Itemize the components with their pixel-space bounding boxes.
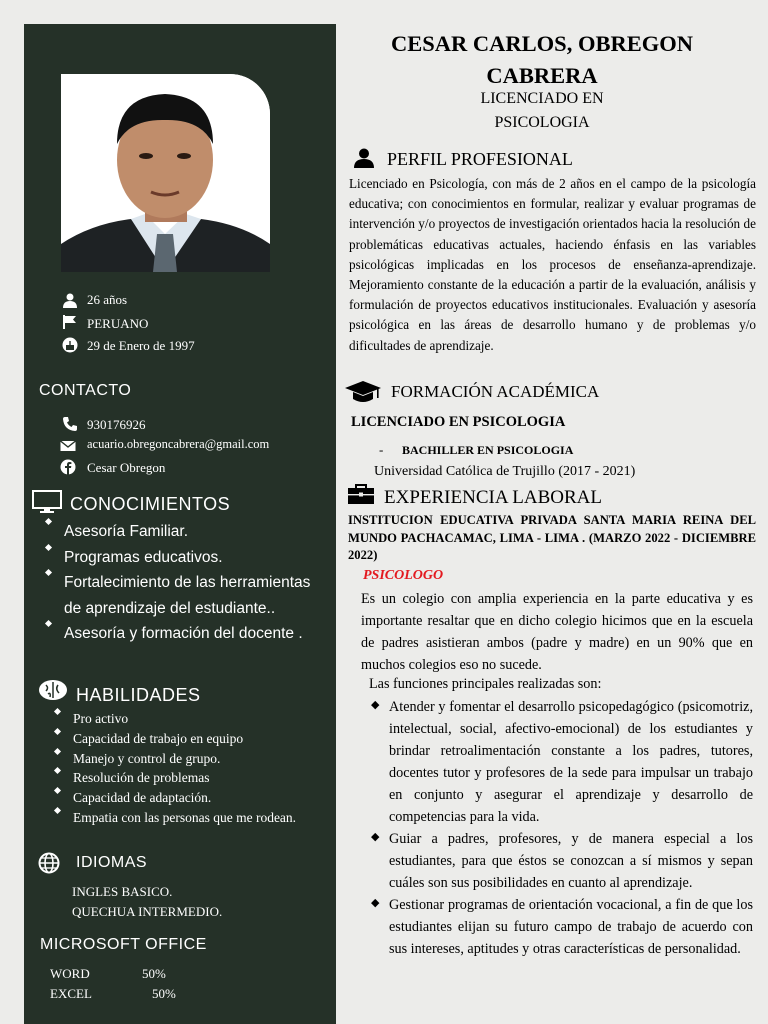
name-line: CESAR CARLOS, OBREGON xyxy=(391,31,693,56)
office-heading: MICROSOFT OFFICE xyxy=(40,936,207,953)
bullet-icon: ◆ xyxy=(371,699,380,711)
functions-list xyxy=(369,696,753,960)
list-item: Empatia con las personas que me rodean. xyxy=(73,808,303,828)
university-text: Universidad Católica de Trujillo (2017 - 2021) xyxy=(374,464,636,479)
functions-intro: Las funciones principales realizadas son: xyxy=(369,676,602,692)
job-title-line: PSICOLOGIA xyxy=(494,114,590,131)
knowledge-heading: CONOCIMIENTOS xyxy=(70,494,231,514)
dash-text: - xyxy=(379,442,384,457)
person-icon xyxy=(62,292,78,308)
description-text: Es un colegio con amplia experiencia en la parte educativa y es importante resaltar que en dicho colegio hicimos que en la escuela de padres asistieran ambos (padre y madre) en un 90% que en muchos colegios eso no sucede. xyxy=(361,591,753,673)
contact-heading: CONTACTO xyxy=(39,382,132,399)
skills-list xyxy=(73,709,303,828)
bullet-icon: ◆ xyxy=(371,897,380,909)
degree-text: LICENCIADO EN PSICOLOGIA xyxy=(351,414,566,430)
list-item: Asesoría Familiar. xyxy=(64,519,326,545)
list-item xyxy=(369,894,753,960)
list-item: QUECHUA INTERMEDIO. xyxy=(72,904,223,919)
bullet-icon: ◆ xyxy=(371,831,380,843)
list-item: Programas educativos. xyxy=(64,545,326,571)
profile-text: Licenciado en Psicología, con más de 2 años en el campo de la psicología educativa; con conocimientos en formular, realizar y evaluar programas de intervención y/o proyectos de investigación orientados hacia la resolución de problemáticas educativas actuales, haciendo énfasis en las variables psicológicas implicadas en los procesos de enseñanza-aprendizaje. Mejoramiento constante de la educación a partir de la evaluación, análisis y formulación de proyectos educativos institucionales. Evaluación y asesoría psicológica en las áreas de desarrollo humano y de problemas y/o dificultades de aprendizaje. xyxy=(349,176,756,353)
sidebar xyxy=(24,24,336,1024)
monitor-icon xyxy=(32,490,62,514)
list-item xyxy=(369,696,753,828)
skills-heading: HABILIDADES xyxy=(76,685,201,705)
email-text[interactable]: acuario.obregoncabrera@gmail.com xyxy=(87,437,270,451)
birthdate-text: 29 de Enero de 1997 xyxy=(87,338,195,353)
graduation-cap-icon xyxy=(345,380,381,404)
word-label: WORD xyxy=(50,966,90,981)
list-item: Manejo y control de grupo. xyxy=(73,749,303,769)
list-item: Capacidad de adaptación. xyxy=(73,788,303,808)
job-title xyxy=(345,87,739,135)
bachelor-text: BACHILLER EN PSICOLOGIA xyxy=(402,443,574,457)
brain-icon xyxy=(38,679,68,701)
main-column xyxy=(345,0,757,1024)
institution-text: INSTITUCION EDUCATIVA PRIVADA SANTA MARIA REINA DEL MUNDO PACHACAMAC, LIMA - LIMA . (MARZO 2022 - DICIEMBRE 2022) xyxy=(348,513,756,562)
name-line: CABRERA xyxy=(486,63,598,88)
excel-label: EXCEL xyxy=(50,986,92,1001)
list-item: INGLES BASICO. xyxy=(72,884,173,899)
excel-level: 50% xyxy=(152,986,176,1001)
job-title-line: LICENCIADO EN xyxy=(480,90,604,107)
function-text: Gestionar programas de orientación vocacional, a fin de que los estudiantes elijan su futuro campo de trabajo de acuerdo con sus intereses, aptitudes y otras características de personalidad. xyxy=(389,897,753,957)
function-text: Atender y fomentar el desarrollo psicopedagógico (psicomotriz, intelectual, social, afectivo-emocional) de los estudiantes y brindar retroalimentación constante a los padres, tutores, docentes tutor y profesores de la sede para impulsar un trabajo en conjunto y asegurar el aprendizaje y desarrollo de competencias para la vida. xyxy=(389,699,753,825)
nationality-text: PERUANO xyxy=(87,316,149,331)
facebook-text[interactable]: Cesar Obregon xyxy=(87,460,166,475)
flag-icon xyxy=(62,314,78,330)
list-item: Asesoría y formación del docente . xyxy=(64,621,326,647)
person-icon xyxy=(353,148,375,168)
facebook-icon xyxy=(60,459,76,475)
list-item: Pro activo xyxy=(73,709,303,729)
languages-heading: IDIOMAS xyxy=(76,854,148,871)
list-item: Capacidad de trabajo en equipo xyxy=(73,729,303,749)
role-text: PSICOLOGO xyxy=(363,568,444,583)
knowledge-list xyxy=(64,519,326,647)
list-item: Resolución de problemas xyxy=(73,768,303,788)
name-title xyxy=(345,28,739,92)
list-item xyxy=(369,828,753,894)
function-text: Guiar a padres, profesores, y de manera especial a los estudiantes, para que éstos se conozcan a sí mismos y sepan cuáles son sus posibilidades en cuanto al aprendizaje. xyxy=(389,831,753,891)
profile-photo xyxy=(61,74,270,272)
profile-heading: PERFIL PROFESIONAL xyxy=(387,149,573,169)
phone-icon xyxy=(62,416,78,432)
word-level: 50% xyxy=(142,966,166,981)
briefcase-icon xyxy=(347,483,375,505)
email-icon xyxy=(60,438,76,454)
phone-text[interactable]: 930176926 xyxy=(87,417,146,432)
list-item: Fortalecimiento de las herramientas de aprendizaje del estudiante.. xyxy=(64,570,326,621)
birthday-cake-icon xyxy=(62,337,78,353)
age-text: 26 años xyxy=(87,292,128,307)
experience-heading: EXPERIENCIA LABORAL xyxy=(384,487,602,508)
languages-list xyxy=(72,882,222,922)
globe-icon xyxy=(38,852,60,874)
education-heading: FORMACIÓN ACADÉMICA xyxy=(391,382,600,401)
